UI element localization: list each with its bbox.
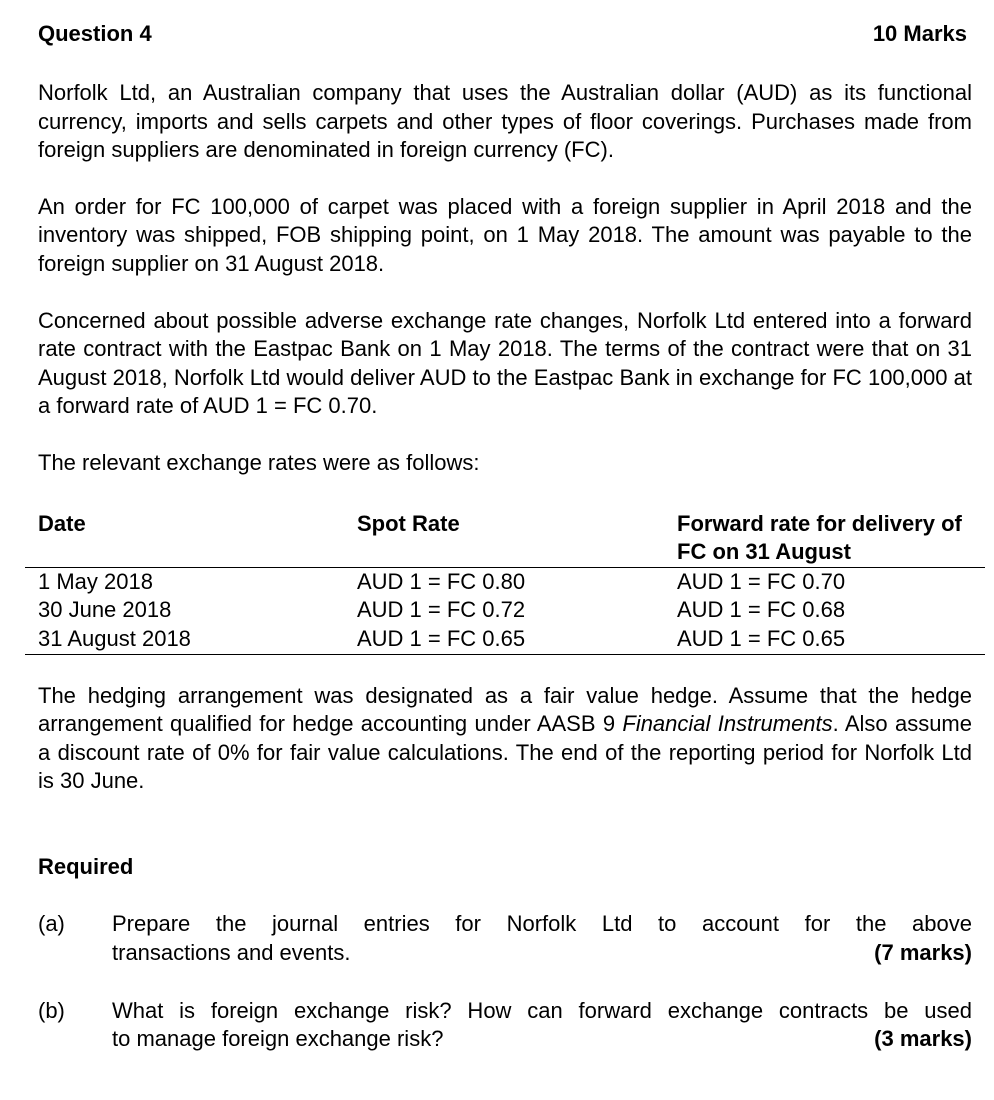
requirement-marks: (7 marks) — [874, 940, 972, 966]
question-title: Question 4 — [38, 21, 152, 46]
question-marks: 10 Marks — [872, 21, 967, 46]
standard-title: Financial Instruments — [622, 711, 833, 737]
requirement-text-line-2: transactions and events. — [112, 940, 351, 966]
order-paragraph: An order for FC 100,000 of carpet was placed with a foreign supplier in April 2018 and the inventory was shipped, FOB shipping point, on 1 May 2018. The amount was payable to the foreign supplier on 31 August 2018. — [38, 193, 972, 276]
column-header-forward-rate: Forward rate for delivery of FC on 31 August — [677, 510, 962, 565]
cell-spot-rate: AUD 1 = FC 0.65 — [357, 625, 526, 651]
requirement-text-line-2: to manage foreign exchange risk? — [112, 1026, 444, 1052]
requirement-text-line-1: Prepare the journal entries for Norfolk Ltd to account for the above — [112, 911, 972, 937]
requirement-b — [38, 997, 972, 1054]
rates-intro: The relevant exchange rates were as follows: — [38, 449, 480, 475]
cell-spot-rate: AUD 1 = FC 0.80 — [357, 568, 526, 594]
required-heading: Required — [38, 853, 134, 879]
table-row — [25, 596, 985, 625]
cell-forward-rate: AUD 1 = FC 0.65 — [677, 625, 846, 651]
intro-paragraph: Norfolk Ltd, an Australian company that uses the Australian dollar (AUD) as its functional currency, imports and sells carpets and other types of floor coverings. Purchases made from foreign suppliers are denominated in foreign currency (FC). — [38, 80, 972, 163]
requirement-marks: (3 marks) — [874, 1026, 972, 1052]
cell-date: 30 June 2018 — [38, 597, 172, 623]
exchange-rate-table — [25, 510, 985, 655]
contract-paragraph: Concerned about possible adverse exchange rate changes, Norfolk Ltd entered into a forward rate contract with the Eastpac Bank on 1 May 2018. The terms of the contract were that on 31 August 2018, Norfolk Ltd would deliver AUD to the Eastpac Bank in exchange for FC 100,000 at a forward rate of AUD 1 = FC 0.70. — [38, 307, 972, 419]
hedge-paragraph — [38, 682, 972, 796]
cell-date: 1 May 2018 — [38, 568, 153, 594]
requirement-a — [38, 910, 972, 967]
requirement-text-line-1: What is foreign exchange risk? How can forward exchange contracts be used — [112, 997, 972, 1023]
cell-spot-rate: AUD 1 = FC 0.72 — [357, 597, 526, 623]
question-page — [38, 20, 972, 1054]
hedge-text-part-1: The hedging arrangement was designated as a fair value hedge. Assume that the hedge arrangement qualified for hedge accounting under AASB 9 — [38, 682, 972, 737]
cell-forward-rate: AUD 1 = FC 0.70 — [677, 568, 846, 594]
requirement-label: (a) — [38, 911, 65, 937]
requirement-label: (b) — [38, 997, 65, 1023]
table-row — [25, 567, 985, 596]
table-header-row — [25, 510, 985, 568]
cell-forward-rate: AUD 1 = FC 0.68 — [677, 597, 846, 623]
question-header — [38, 20, 967, 50]
column-header-spot-rate: Spot Rate — [357, 510, 460, 536]
cell-date: 31 August 2018 — [38, 625, 191, 651]
table-row — [25, 625, 985, 654]
column-header-date: Date — [38, 510, 86, 536]
hedge-text-part-2: . Also assume a discount rate of 0% for fair value calculations. The end of the reporting period for Norfolk Ltd is 30 June. — [38, 711, 972, 794]
